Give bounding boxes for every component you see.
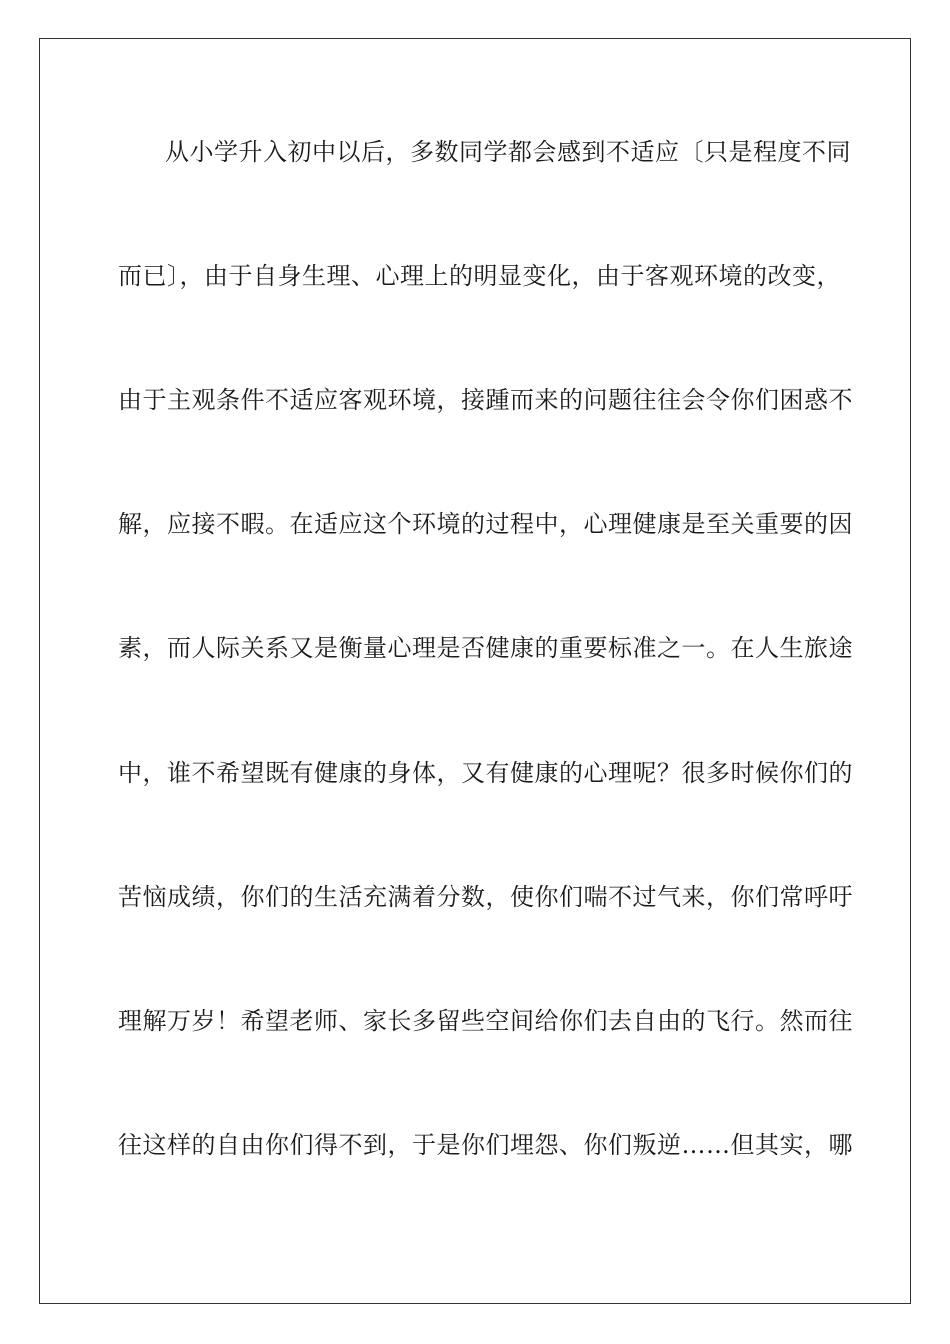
paragraph-line-8: 理解万岁！希望老师、家长多留些空间给你们去自由的飞行。然而往 xyxy=(118,1007,853,1035)
paragraph-line-2: 而已〕，由于自身生理、心理上的明显变化，由于客观环境的改变， xyxy=(118,262,841,290)
page-border xyxy=(39,38,911,1304)
paragraph-line-5: 素，而人际关系又是衡量心理是否健康的重要标准之一。在人生旅途 xyxy=(118,634,853,662)
paragraph-line-1: 从小学升入初中以后，多数同学都会感到不适应〔只是程度不同 xyxy=(165,138,851,166)
paragraph-line-9: 往这样的自由你们得不到，于是你们埋怨、你们叛逆……但其实，哪 xyxy=(118,1131,853,1159)
paragraph-line-3: 由于主观条件不适应客观环境，接踵而来的问题往往会令你们困惑不 xyxy=(118,386,853,414)
paragraph-line-7: 苦恼成绩，你们的生活充满着分数，使你们喘不过气来，你们常呼吁 xyxy=(118,883,853,911)
paragraph-line-6: 中，谁不希望既有健康的身体，又有健康的心理呢？很多时候你们的 xyxy=(118,759,853,787)
paragraph-line-4: 解，应接不暇。在适应这个环境的过程中，心理健康是至关重要的因 xyxy=(118,510,853,538)
